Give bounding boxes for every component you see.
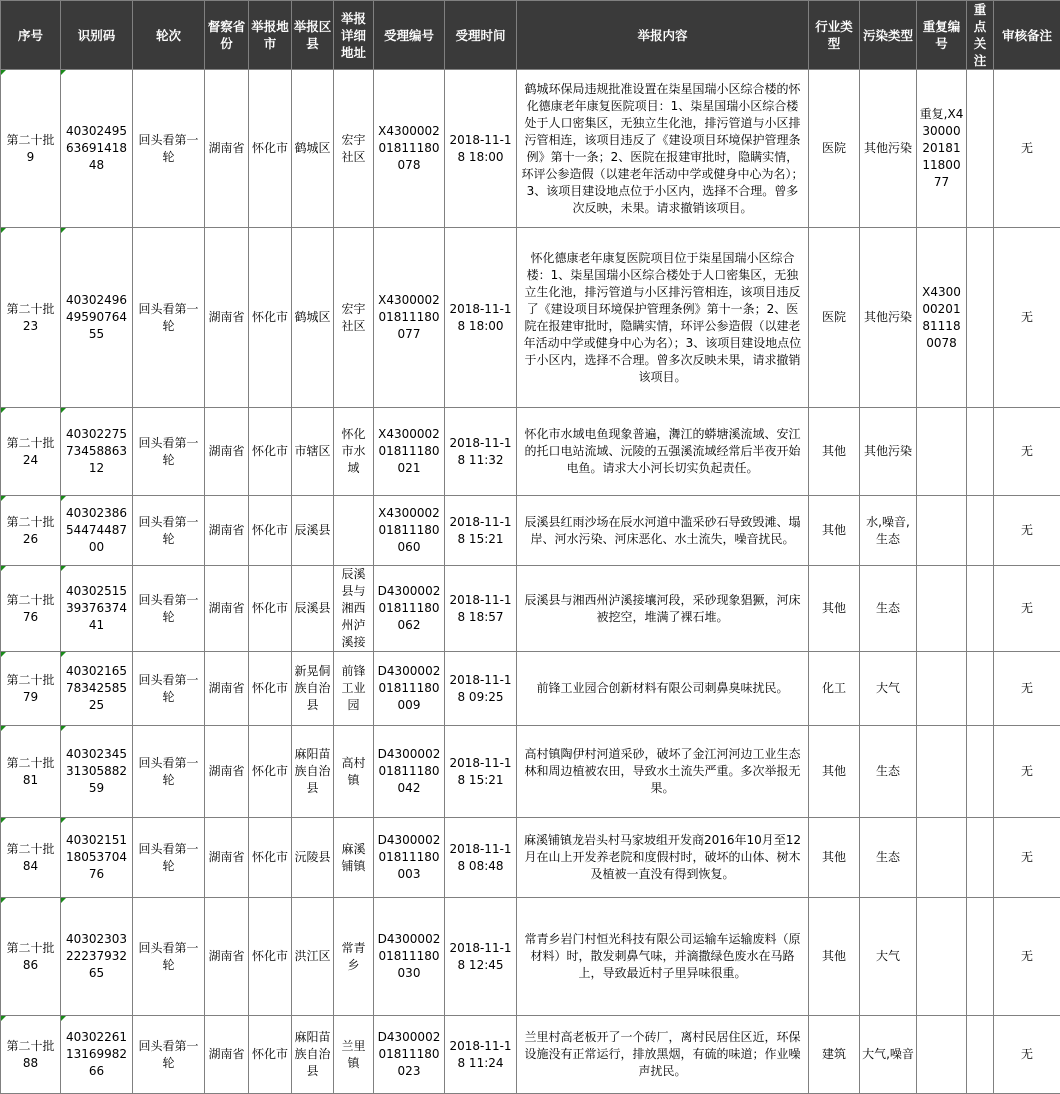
cell-seq: 第二十批81: [1, 726, 61, 818]
cell-city: 怀化市: [249, 70, 292, 228]
cell-focus: [967, 496, 994, 566]
cell-province: 湖南省: [205, 70, 249, 228]
cell-pollution: 水,噪音,生态: [860, 496, 917, 566]
cell-city: 怀化市: [249, 566, 292, 652]
cell-focus: [967, 1016, 994, 1094]
header-acceptance-no: 受理编号: [374, 1, 445, 70]
cell-county: 辰溪县: [292, 566, 334, 652]
cell-industry: 化工: [809, 652, 860, 726]
cell-seq: 第二十批88: [1, 1016, 61, 1094]
header-focus: 重点关注: [967, 1, 994, 70]
cell-duplicate: [917, 652, 967, 726]
cell-id: 403024956369141848: [61, 70, 133, 228]
cell-round: 回头看第一轮: [133, 228, 205, 408]
cell-acceptance-no: X430000201811180078: [374, 70, 445, 228]
header-duplicate: 重复编号: [917, 1, 967, 70]
table-body: [1, 70, 1060, 1094]
table-row: [1, 228, 1060, 408]
cell-address: 麻溪铺镇: [334, 818, 374, 898]
header-row: [1, 1, 1060, 70]
cell-seq: 第二十批86: [1, 898, 61, 1016]
cell-acceptance-no: X430000201811180077: [374, 228, 445, 408]
header-city: 举报地市: [249, 1, 292, 70]
header-province: 督察省份: [205, 1, 249, 70]
cell-province: 湖南省: [205, 228, 249, 408]
cell-address: 宏宇社区: [334, 228, 374, 408]
cell-province: 湖南省: [205, 726, 249, 818]
cell-pollution: 生态: [860, 566, 917, 652]
cell-pollution: 大气: [860, 652, 917, 726]
cell-address: 辰溪县与湘西州泸溪接: [334, 566, 374, 652]
cell-industry: 其他: [809, 496, 860, 566]
header-pollution: 污染类型: [860, 1, 917, 70]
cell-city: 怀化市: [249, 408, 292, 496]
header-acceptance-time: 受理时间: [445, 1, 517, 70]
cell-round: 回头看第一轮: [133, 496, 205, 566]
cell-content: 辰溪县红雨沙场在辰水河道中滥采砂石导致毁滩、塌岸、河水污染、河床恶化、水土流失，噪音扰民。: [517, 496, 809, 566]
cell-remark: 无: [994, 898, 1060, 1016]
cell-province: 湖南省: [205, 652, 249, 726]
cell-pollution: 大气: [860, 898, 917, 1016]
cell-acceptance-time: 2018-11-18 12:45: [445, 898, 517, 1016]
cell-duplicate: [917, 496, 967, 566]
cell-county: 鹤城区: [292, 70, 334, 228]
table-row: [1, 408, 1060, 496]
cell-industry: 其他: [809, 726, 860, 818]
cell-duplicate: [917, 566, 967, 652]
cell-round: 回头看第一轮: [133, 726, 205, 818]
cell-remark: 无: [994, 818, 1060, 898]
cell-acceptance-no: D430000201811180003: [374, 818, 445, 898]
cell-duplicate: [917, 898, 967, 1016]
cell-focus: [967, 566, 994, 652]
table-row: [1, 496, 1060, 566]
cell-content: 怀化德康老年康复医院项目位于柒星国瑞小区综合楼：1、柒星国瑞小区综合楼处于人口密集区，无独立生化池，排污管道与小区排污管相连，该项目违反了《建设项目环境保护管理条例》第十一条；2、医院在报建审批时，隐瞒实情，环评公参造假（以建老年活动中学或健身中心为名）；3、该项目建设地点位于小区内，选择不合理。曾多次反映未果，请求撤销该项目。: [517, 228, 809, 408]
cell-seq: 第二十批26: [1, 496, 61, 566]
cell-acceptance-time: 2018-11-18 11:32: [445, 408, 517, 496]
cell-province: 湖南省: [205, 408, 249, 496]
cell-pollution: 生态: [860, 726, 917, 818]
cell-address: 常青乡: [334, 898, 374, 1016]
cell-round: 回头看第一轮: [133, 652, 205, 726]
cell-remark: 无: [994, 1016, 1060, 1094]
cell-focus: [967, 726, 994, 818]
table-row: [1, 70, 1060, 228]
cell-industry: 建筑: [809, 1016, 860, 1094]
cell-acceptance-time: 2018-11-18 09:25: [445, 652, 517, 726]
cell-acceptance-no: D430000201811180023: [374, 1016, 445, 1094]
cell-address: 高村镇: [334, 726, 374, 818]
cell-round: 回头看第一轮: [133, 898, 205, 1016]
cell-province: 湖南省: [205, 818, 249, 898]
cell-remark: 无: [994, 70, 1060, 228]
cell-city: 怀化市: [249, 496, 292, 566]
cell-county: 市辖区: [292, 408, 334, 496]
cell-province: 湖南省: [205, 898, 249, 1016]
cell-acceptance-time: 2018-11-18 15:21: [445, 726, 517, 818]
cell-acceptance-time: 2018-11-18 18:00: [445, 70, 517, 228]
cell-seq: 第二十批24: [1, 408, 61, 496]
cell-seq: 第二十批9: [1, 70, 61, 228]
cell-focus: [967, 818, 994, 898]
cell-remark: 无: [994, 228, 1060, 408]
table-row: [1, 652, 1060, 726]
cell-acceptance-no: D430000201811180030: [374, 898, 445, 1016]
cell-address: 怀化市水域: [334, 408, 374, 496]
cell-province: 湖南省: [205, 496, 249, 566]
cell-industry: 其他: [809, 898, 860, 1016]
cell-pollution: 其他污染: [860, 408, 917, 496]
cell-acceptance-no: D430000201811180062: [374, 566, 445, 652]
cell-city: 怀化市: [249, 1016, 292, 1094]
table-row: [1, 566, 1060, 652]
header-id: 识别码: [61, 1, 133, 70]
cell-city: 怀化市: [249, 898, 292, 1016]
cell-province: 湖南省: [205, 566, 249, 652]
cell-county: 沅陵县: [292, 818, 334, 898]
cell-pollution: 其他污染: [860, 228, 917, 408]
cell-round: 回头看第一轮: [133, 818, 205, 898]
header-industry: 行业类型: [809, 1, 860, 70]
cell-round: 回头看第一轮: [133, 70, 205, 228]
cell-county: 麻阳苗族自治县: [292, 726, 334, 818]
cell-acceptance-time: 2018-11-18 11:24: [445, 1016, 517, 1094]
cell-seq: 第二十批84: [1, 818, 61, 898]
cell-id: 403023032223793265: [61, 898, 133, 1016]
table-row: [1, 726, 1060, 818]
cell-acceptance-no: D430000201811180042: [374, 726, 445, 818]
header-content: 举报内容: [517, 1, 809, 70]
cell-city: 怀化市: [249, 818, 292, 898]
cell-acceptance-no: X430000201811180060: [374, 496, 445, 566]
cell-focus: [967, 408, 994, 496]
cell-duplicate: X430000201811180078: [917, 228, 967, 408]
cell-acceptance-no: X430000201811180021: [374, 408, 445, 496]
header-county: 举报区县: [292, 1, 334, 70]
cell-round: 回头看第一轮: [133, 566, 205, 652]
cell-id: 403025153937637441: [61, 566, 133, 652]
cell-county: 新晃侗族自治县: [292, 652, 334, 726]
cell-address: 兰里镇: [334, 1016, 374, 1094]
cell-city: 怀化市: [249, 652, 292, 726]
table-row: [1, 818, 1060, 898]
cell-city: 怀化市: [249, 228, 292, 408]
cell-content: 兰里村高老板开了一个砖厂，离村民居住区近，环保设施没有正常运行，排放黑烟，有硫的味道；作业噪声扰民。: [517, 1016, 809, 1094]
cell-remark: 无: [994, 726, 1060, 818]
cell-pollution: 其他污染: [860, 70, 917, 228]
cell-content: 高村镇陶伊村河道采砂，破坏了金江河河边工业生态林和周边植被农田，导致水土流失严重。多次举报无果。: [517, 726, 809, 818]
cell-acceptance-time: 2018-11-18 18:00: [445, 228, 517, 408]
cell-content: 鹤城环保局违规批准设置在柒星国瑞小区综合楼的怀化德康老年康复医院项目：1、柒星国瑞小区综合楼处于人口密集区，无独立生化池，排污管道与小区排污管相连，该项目违反了《建设项目环境保护管理条例》第十一条；2、医院在报建审批时，隐瞒实情，环评公参造假（以建老年活动中学或健身中心为名）；3、该项目建设地点位于小区内，选择不合理。曾多次反映，未果。请求撤销该项目。: [517, 70, 809, 228]
cell-industry: 医院: [809, 70, 860, 228]
cell-content: 前锋工业园合创新材料有限公司刺鼻臭味扰民。: [517, 652, 809, 726]
cell-round: 回头看第一轮: [133, 1016, 205, 1094]
cell-county: 麻阳苗族自治县: [292, 1016, 334, 1094]
table-row: [1, 1016, 1060, 1094]
cell-id: 403021657834258525: [61, 652, 133, 726]
cell-seq: 第二十批79: [1, 652, 61, 726]
cell-address: 宏宇社区: [334, 70, 374, 228]
cell-seq: 第二十批76: [1, 566, 61, 652]
cell-seq: 第二十批23: [1, 228, 61, 408]
cell-focus: [967, 228, 994, 408]
cell-id: 403022611316998266: [61, 1016, 133, 1094]
cell-id: 403023865447448700: [61, 496, 133, 566]
cell-acceptance-time: 2018-11-18 18:57: [445, 566, 517, 652]
header-seq: 序号: [1, 1, 61, 70]
cell-duplicate: 重复,X430000201811180077: [917, 70, 967, 228]
cell-content: 麻溪铺镇龙岩头村马家坡组开发商2016年10月至12月在山上开发养老院和度假村时，破坏的山体、树木及植被一直没有得到恢复。: [517, 818, 809, 898]
cell-address: [334, 496, 374, 566]
cell-province: 湖南省: [205, 1016, 249, 1094]
cell-acceptance-no: D430000201811180009: [374, 652, 445, 726]
cell-id: 403024964959076455: [61, 228, 133, 408]
table-row: [1, 898, 1060, 1016]
cell-content: 辰溪县与湘西州泸溪接壤河段，采砂现象猖獗，河床被挖空，堆满了裸石堆。: [517, 566, 809, 652]
header-address: 举报详细地址: [334, 1, 374, 70]
cell-focus: [967, 652, 994, 726]
cell-remark: 无: [994, 496, 1060, 566]
cell-id: 403021511805370476: [61, 818, 133, 898]
cell-city: 怀化市: [249, 726, 292, 818]
cell-remark: 无: [994, 652, 1060, 726]
cell-focus: [967, 898, 994, 1016]
cell-remark: 无: [994, 566, 1060, 652]
cell-id: 403022757345886312: [61, 408, 133, 496]
cell-focus: [967, 70, 994, 228]
cell-industry: 医院: [809, 228, 860, 408]
cell-industry: 其他: [809, 566, 860, 652]
cell-county: 辰溪县: [292, 496, 334, 566]
cell-duplicate: [917, 726, 967, 818]
cell-round: 回头看第一轮: [133, 408, 205, 496]
cell-content: 怀化市水域电鱼现象普遍，㵲江的蟒塘溪流域、安江的托口电站流域、沅陵的五强溪流域经常后半夜开始电鱼。请求大小河长切实负起责任。: [517, 408, 809, 496]
cell-duplicate: [917, 408, 967, 496]
cell-industry: 其他: [809, 408, 860, 496]
header-round: 轮次: [133, 1, 205, 70]
cell-address: 前锋工业园: [334, 652, 374, 726]
cell-pollution: 大气,噪音: [860, 1016, 917, 1094]
cell-acceptance-time: 2018-11-18 15:21: [445, 496, 517, 566]
cell-industry: 其他: [809, 818, 860, 898]
cell-acceptance-time: 2018-11-18 08:48: [445, 818, 517, 898]
cell-county: 鹤城区: [292, 228, 334, 408]
header-remark: 审核备注: [994, 1, 1060, 70]
cell-duplicate: [917, 818, 967, 898]
cell-content: 常青乡岩门村恒光科技有限公司运输车运输废料（原材料）时，散发刺鼻气味，并滴撒绿色废水在马路上，导致最近村子里异味很重。: [517, 898, 809, 1016]
cell-pollution: 生态: [860, 818, 917, 898]
cell-remark: 无: [994, 408, 1060, 496]
cell-id: 403023453130588259: [61, 726, 133, 818]
cell-county: 洪江区: [292, 898, 334, 1016]
cell-duplicate: [917, 1016, 967, 1094]
